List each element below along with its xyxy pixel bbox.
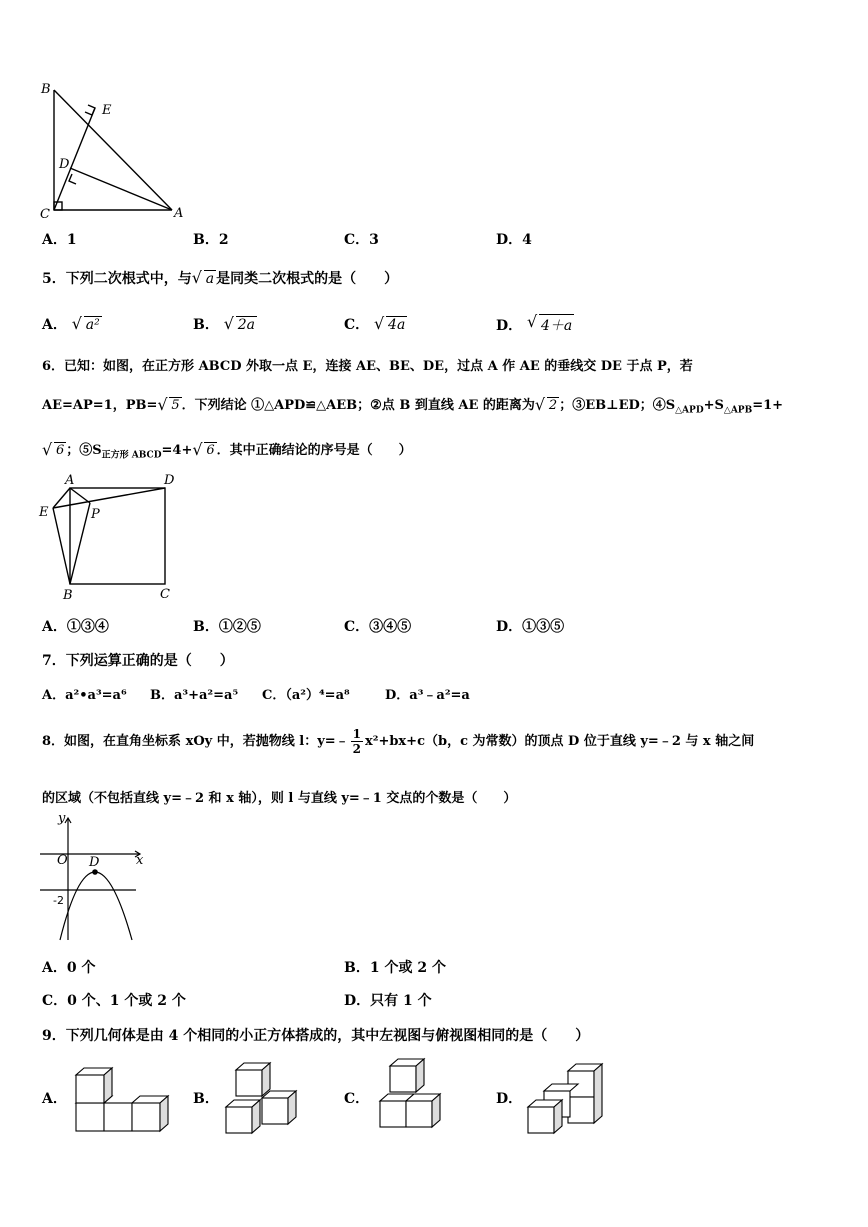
text: ；⑤S	[66, 443, 102, 458]
sqrt: √ 6	[192, 440, 215, 459]
radicand: 5	[171, 398, 180, 413]
text: +S	[703, 398, 724, 413]
q6-label-B: B	[63, 588, 73, 603]
q9-option-a-label[interactable]: A．	[42, 1091, 67, 1107]
radicand: 6	[206, 443, 215, 458]
q5-option-b[interactable]	[193, 314, 257, 334]
q4-option-b[interactable]	[193, 229, 229, 249]
q5-option-c[interactable]	[344, 314, 407, 334]
q8-option-d[interactable]	[344, 990, 432, 1010]
numerator: 1	[352, 727, 361, 741]
option-letter: C．	[344, 619, 370, 635]
q4-label-E: E	[102, 103, 112, 118]
option-letter: A．	[42, 619, 67, 635]
option-text: a²•a³=a⁶	[65, 688, 127, 703]
text: AE=AP=1，PB=	[42, 398, 158, 413]
text: 8．如图，在直角坐标系 xOy 中，若抛物线 l：y=﹣	[42, 734, 349, 749]
q8-stem-line1	[42, 727, 754, 756]
q5-option-d[interactable]	[496, 314, 574, 335]
q8-stem-line2: 的区域（不包括直线 y=﹣2 和 x 轴），则 l 与直线 y=﹣1 交点的个数是（ ）	[42, 791, 517, 806]
option-text: 1	[66, 232, 77, 248]
option-text: （a²）⁴=a⁸	[285, 688, 350, 703]
option-letter: D．	[385, 688, 410, 703]
radicand: 4a	[388, 317, 406, 333]
option-letter: A．	[42, 960, 67, 976]
option-letter: B．	[150, 688, 174, 703]
option-text: 只有 1 个	[370, 993, 432, 1009]
q6-option-c[interactable]	[344, 616, 411, 636]
q6-label-D: D	[164, 473, 175, 488]
option-letter: C．	[344, 232, 370, 248]
q7-option-b[interactable]	[150, 684, 238, 703]
q8-label-minus2: -2	[53, 894, 64, 907]
option-letter: C．	[344, 317, 370, 333]
subscript: 正方形 ABCD	[101, 450, 162, 461]
q9-option-d-label[interactable]: D．	[496, 1091, 523, 1107]
q4-label-C: C	[40, 207, 50, 220]
q6-label-C: C	[160, 587, 170, 602]
option-text: 0 个、1 个或 2 个	[67, 993, 186, 1009]
q6-stem-line1: 6．已知：如图，在正方形 ABCD 外取一点 E，连接 AE、BE、DE，过点 A 作 AE 的垂线交 DE 于点 P，若	[42, 359, 693, 374]
text: =1+	[752, 398, 784, 413]
option-text: 2	[218, 232, 229, 248]
option-letter: B．	[193, 232, 219, 248]
option-text: ③④⑤	[369, 619, 412, 635]
q6-option-a[interactable]	[42, 616, 109, 636]
sqrt: √ 4a	[374, 314, 406, 333]
q6-stem-line2	[42, 394, 783, 416]
q7-option-c[interactable]	[262, 684, 350, 703]
q6-stem-line3	[42, 439, 412, 461]
option-letter: C．	[262, 688, 286, 703]
q6-option-b[interactable]	[193, 616, 261, 636]
q9-option-d-cubes[interactable]	[524, 1055, 616, 1137]
q8-option-c[interactable]	[42, 990, 186, 1010]
radicand: 2	[548, 398, 558, 413]
q7-option-d[interactable]	[385, 684, 470, 703]
denominator: 2	[352, 742, 361, 756]
option-letter: A．	[42, 232, 67, 248]
option-text: 3	[369, 232, 379, 248]
sqrt: √ a²	[71, 314, 100, 333]
q5-option-a[interactable]	[42, 314, 102, 334]
q8-option-a[interactable]	[42, 957, 96, 977]
radicand: 4＋a	[539, 314, 574, 335]
q9-stem: 9．下列几何体是由 4 个相同的小正方体搭成的，其中左视图与俯视图相同的是（ ）	[42, 1028, 590, 1044]
q8-label-x: x	[136, 853, 144, 868]
option-letter: D．	[344, 993, 371, 1009]
q4-triangle-figure	[38, 80, 188, 220]
option-letter: B．	[193, 619, 219, 635]
q8-label-y: y	[58, 812, 66, 826]
radicand: 6	[56, 443, 65, 458]
q6-label-E: E	[39, 505, 49, 520]
q4-label-B: B	[41, 82, 51, 97]
option-text: 0 个	[66, 960, 96, 976]
q7-option-a[interactable]	[42, 684, 127, 703]
q7-stem: 7．下列运算正确的是（ ）	[42, 653, 234, 669]
q9-option-a-cubes[interactable]	[72, 1065, 182, 1135]
radicand: 2a	[237, 317, 255, 333]
subscript: △APB	[723, 405, 753, 416]
q6-square-figure	[36, 470, 186, 604]
fraction	[351, 727, 363, 756]
option-text: 4	[522, 232, 532, 248]
sqrt: √ 2	[534, 395, 558, 414]
option-text: ①②⑤	[218, 619, 261, 635]
radicand: a²	[85, 317, 100, 333]
q9-option-c-cubes[interactable]	[376, 1054, 458, 1132]
option-letter: A．	[42, 317, 67, 333]
q4-option-a[interactable]	[42, 229, 77, 249]
subscript: △APD	[675, 405, 704, 416]
option-text: 1 个或 2 个	[369, 960, 446, 976]
option-text: a³+a²=a⁵	[174, 688, 239, 703]
q5-stem-prefix: 5．下列二次根式中，与	[42, 271, 192, 287]
option-letter: A．	[42, 688, 66, 703]
sqrt-a: √ a	[191, 268, 215, 287]
text: ．其中正确结论的序号是（ ）	[216, 443, 412, 458]
q4-label-A: A	[174, 206, 184, 220]
sqrt: √ 4＋a	[527, 312, 573, 334]
option-letter: D．	[496, 232, 523, 248]
sqrt: √ 2a	[223, 314, 255, 333]
text: ；③EB⊥ED；④S	[559, 398, 676, 413]
q8-parabola-figure	[36, 812, 148, 944]
option-letter: B．	[193, 317, 219, 333]
q9-option-c-label[interactable]: C．	[344, 1091, 370, 1107]
q8-label-O: O	[57, 853, 68, 868]
option-text: a³﹣a²=a	[409, 688, 470, 703]
option-letter: D．	[496, 318, 523, 334]
q6-label-A: A	[65, 473, 75, 488]
q4-label-D: D	[59, 157, 70, 172]
q9-option-b-cubes[interactable]	[222, 1058, 304, 1136]
q4-option-d[interactable]	[496, 229, 532, 249]
option-text: ①③④	[66, 619, 109, 635]
q9-option-b-label[interactable]: B．	[193, 1091, 219, 1107]
q4-option-c[interactable]	[344, 229, 379, 249]
text: ．下列结论 ①△APD≌△AEB；②点 B 到直线 AE 的距离为	[181, 398, 535, 413]
q8-option-b[interactable]	[344, 957, 446, 977]
q8-label-D: D	[89, 855, 100, 870]
text: x²+bx+c（b，c 为常数）的顶点 D 位于直线 y=﹣2 与 x 轴之间	[365, 734, 755, 749]
option-letter: C．	[42, 993, 68, 1009]
q5-stem	[42, 268, 398, 288]
sqrt: √ 6	[42, 440, 65, 459]
option-letter: B．	[344, 960, 370, 976]
q6-option-d[interactable]	[496, 616, 564, 636]
q5-stem-suffix: 是同类二次根式的是（ ）	[216, 271, 399, 287]
radicand: a	[205, 271, 215, 287]
option-text: ①③⑤	[522, 619, 565, 635]
option-letter: D．	[496, 619, 523, 635]
q6-label-P: P	[91, 507, 100, 522]
sqrt: √ 5	[157, 395, 180, 414]
text: =4+	[161, 443, 193, 458]
